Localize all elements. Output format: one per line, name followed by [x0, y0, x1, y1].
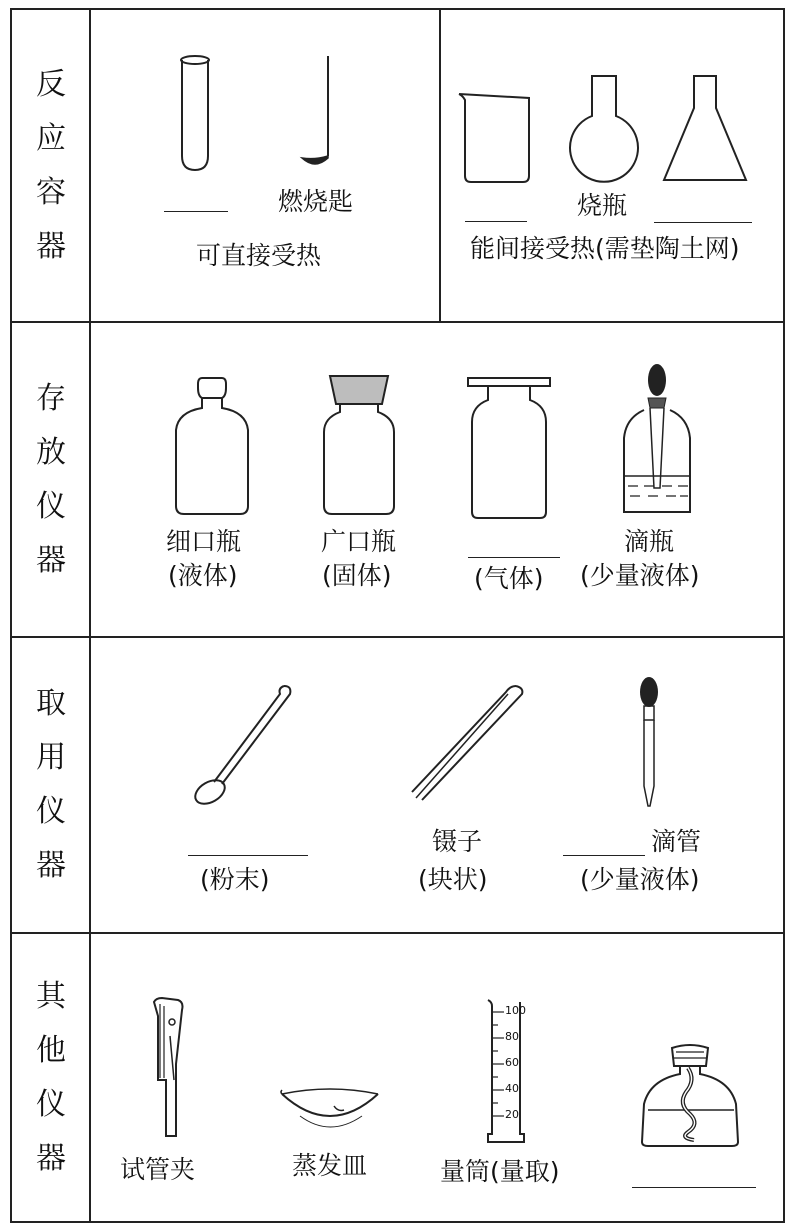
spoon-note: (粉末)	[200, 865, 270, 894]
cylinder-tick-label: 60	[505, 1056, 519, 1069]
row-divider-3	[10, 932, 785, 934]
category-char: 应	[36, 120, 66, 156]
reaction-split-divider	[439, 8, 441, 322]
category-char: 放	[36, 434, 66, 470]
tweezers-label: 镊子	[432, 827, 483, 856]
narrow-bottle-note: (液体)	[168, 561, 238, 590]
lamp-answer-blank	[632, 1187, 756, 1188]
category-char: 仪	[36, 794, 66, 829]
indirect-heat-caption: 能间接受热(需垫陶土网)	[470, 234, 740, 263]
beaker-icon	[455, 88, 539, 188]
conical-flask-icon	[662, 70, 748, 188]
test-tube-icon	[172, 52, 218, 176]
gas-jar-note: (气体)	[474, 564, 544, 593]
clamp-label: 试管夹	[120, 1155, 196, 1184]
medicine-spoon-icon	[188, 682, 298, 806]
cylinder-label: 量筒(量取)	[440, 1157, 560, 1186]
evaporating-dish-icon	[278, 1086, 382, 1142]
dropper-label: 滴管	[651, 827, 702, 856]
graduated-cylinder-icon	[484, 998, 528, 1146]
cylinder-tick-label: 100	[505, 1004, 526, 1017]
category-char: 用	[36, 740, 66, 775]
category-reaction-vessels	[12, 10, 90, 321]
category-taking-instruments	[12, 638, 90, 932]
dropper-bottle-icon	[620, 362, 694, 520]
category-char: 仪	[36, 488, 66, 524]
dish-label: 蒸发皿	[292, 1151, 368, 1180]
conical-flask-answer-blank	[654, 222, 752, 223]
cylinder-tick-label: 80	[505, 1030, 519, 1043]
direct-heat-caption: 可直接受热	[196, 241, 322, 270]
test-tube-clamp-icon	[148, 996, 188, 1140]
category-char: 存	[36, 380, 66, 416]
category-char: 其	[36, 978, 66, 1014]
flask-label: 烧瓶	[577, 191, 628, 220]
category-char: 取	[36, 686, 66, 721]
dropper-note: (少量液体)	[580, 865, 700, 894]
table-frame	[10, 8, 785, 1223]
beaker-answer-blank	[465, 221, 527, 222]
dropper-bottle-note: (少量液体)	[580, 561, 700, 590]
test-tube-answer-blank	[164, 211, 228, 212]
category-char: 他	[36, 1032, 66, 1068]
round-flask-icon	[568, 70, 640, 188]
category-char: 器	[36, 542, 66, 578]
dropper-icon	[636, 676, 662, 810]
gas-jar-answer-blank	[468, 557, 560, 558]
spoon-answer-blank	[188, 855, 308, 856]
category-other-instruments	[12, 934, 90, 1221]
row-divider-2	[10, 636, 785, 638]
gas-jar-icon	[466, 376, 552, 520]
wide-bottle-label: 广口瓶	[321, 527, 397, 556]
category-storage-instruments	[12, 323, 90, 636]
cylinder-tick-label: 20	[505, 1108, 519, 1121]
category-char: 仪	[36, 1086, 66, 1122]
row-divider-1	[10, 321, 785, 323]
wide-mouth-bottle-icon	[322, 372, 402, 518]
dropper-answer-blank	[563, 855, 645, 856]
combustion-spoon-label: 燃烧匙	[278, 187, 354, 216]
category-char: 器	[36, 228, 66, 264]
wide-bottle-note: (固体)	[322, 561, 392, 590]
alcohol-lamp-icon	[640, 1044, 740, 1148]
dropper-bottle-label: 滴瓶	[624, 527, 675, 556]
tweezers-note: (块状)	[418, 865, 488, 894]
narrow-mouth-bottle-icon	[172, 374, 252, 518]
combustion-spoon-icon	[298, 52, 338, 176]
tweezers-icon	[404, 682, 528, 806]
category-char: 器	[36, 848, 66, 883]
narrow-bottle-label: 细口瓶	[166, 527, 242, 556]
category-char: 反	[36, 66, 66, 102]
category-char: 容	[36, 174, 66, 210]
category-char: 器	[36, 1140, 66, 1176]
cylinder-tick-label: 40	[505, 1082, 519, 1095]
